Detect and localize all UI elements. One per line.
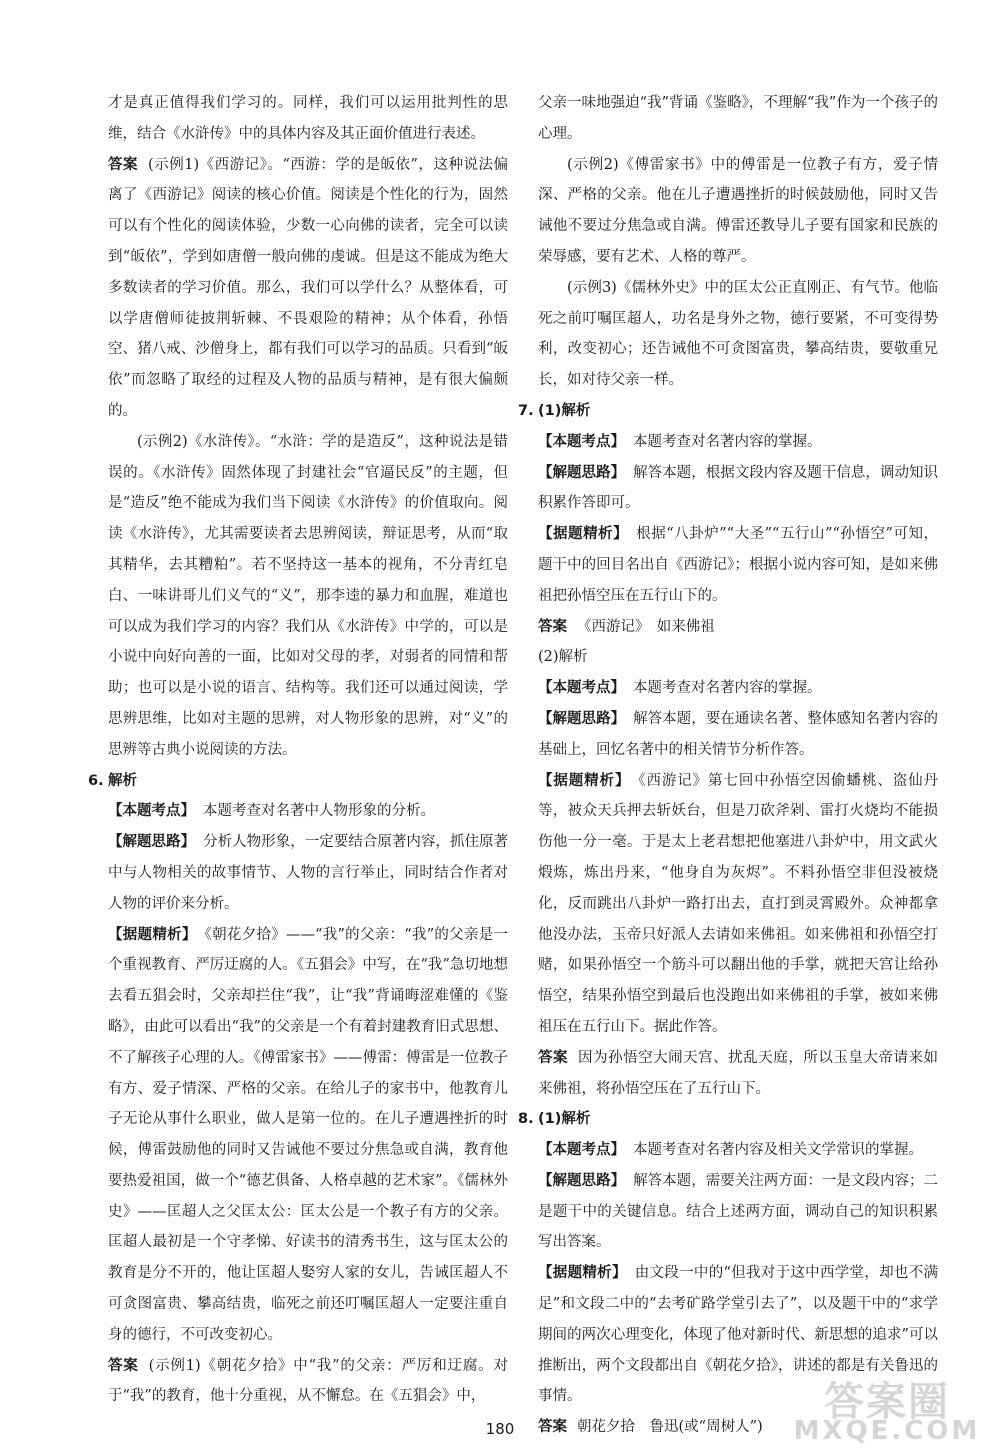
body-paragraph: 父亲一味地强迫“我”背诵《鉴略》，不理解“我”作为一个孩子的心理。: [538, 95, 938, 142]
right-column: [518, 88, 939, 1443]
paragraph-text: 《西游记》 如来佛祖: [577, 618, 715, 635]
watermark-logo: [782, 1368, 992, 1448]
answer-paragraph: [108, 150, 508, 427]
answer-label: 答案: [108, 156, 139, 173]
question-number: 8.: [518, 1111, 534, 1128]
sub-question-heading: (2)解析: [538, 649, 588, 666]
section-tag: 【解题思路】: [538, 1172, 626, 1189]
section-tag: 【本题考点】: [538, 680, 625, 697]
question-number: 7.: [518, 402, 534, 419]
body-paragraph: 才是真正值得我们学习的。同样，我们可以运用批判性的思维，结合《水浒传》中的具体内容及其正面价值进行表述。: [108, 95, 508, 142]
paragraph-text: 解答本题，需要关注两方面：一是文段内容；二是题干中的关键信息。结合上述两方面，调动自己的知识积累写出答案。: [538, 1172, 939, 1251]
analysis-paragraph: [538, 1135, 938, 1166]
paragraph-text: 本题考查对名著中人物形象的分析。: [203, 803, 435, 820]
body-paragraph: (示例2)《傅雷家书》中的傅雷是一位教子有方，爱子情深、严格的父亲。他在儿子遭遇挫折的时候鼓励他，同时又告诫他不要过分焦急或自满。傅雷还教导儿子要有国家和民族的荣辱感，要有艺术、人格的尊严。: [538, 156, 938, 265]
section-tag: 【解题思路】: [108, 834, 196, 851]
analysis-paragraph: [538, 519, 938, 611]
question-heading: [518, 1104, 938, 1135]
analysis-paragraph: [538, 766, 938, 1043]
paragraph-text: 朝花夕拾 鲁迅(或“周树人”): [577, 1419, 763, 1436]
analysis-paragraph: [108, 920, 508, 1351]
section-tag: 【解题思路】: [538, 464, 626, 481]
paragraph-text: 本题考查对名著内容的掌握。: [633, 433, 822, 450]
question-heading-text: 解析: [108, 772, 137, 789]
body-paragraph: (示例2)《水浒传》。“水浒：学的是造反”，这种说法是错误的。《水浒传》固然体现了封建社会“官逼民反”的主题，但是“造反”绝不能成为我们当下阅读《水浒传》的价值取向。阅读《水浒传》，尤其需要读者去思辨阅读，辩证思考，从而“取其精华，去其糟粕”。若不坚持这一基本的视角，不分青红皂白、一味讲哥儿们义气的“义”，那李逵的暴力和血腥，难道也可以成为我们学习的内容？我们从《水浒传》中学的，可以是小说中向好向善的一面，比如对父母的孝，对弱者的同情和帮助；也可以是小说的语言、结构等。我们还可以通过阅读，学思辨思维，比如对主题的思辨，对人物形象的思辨，对“义”的思辨等古典小说阅读的方法。: [108, 433, 508, 758]
answer-label: 答案: [538, 618, 567, 635]
paragraph-text: 本题考查对名著内容的掌握。: [633, 680, 822, 697]
answer-paragraph: [108, 1351, 508, 1413]
analysis-paragraph: [108, 796, 508, 827]
paragraph-text: 由文段一中的“但我对于这中西学堂，却也不满足”和文段二中的“去考矿路学堂引去了”，以及题干中的“求学期间的两次心理变化，体现了他对新时代、新思想的追求”可以推断出，两个文段都出自《朝花夕拾》，讲述的都是有关鲁迅的事情。: [538, 1265, 938, 1405]
section-tag: 【据题精析】: [538, 526, 629, 543]
question-number: 6.: [88, 772, 104, 789]
analysis-paragraph: [538, 427, 938, 458]
analysis-paragraph: [538, 704, 938, 766]
answer-paragraph: [538, 612, 938, 643]
section-tag: 【本题考点】: [538, 1142, 625, 1159]
section-tag: 【据题精析】: [538, 772, 631, 789]
section-tag: 【据题精析】: [538, 1265, 627, 1282]
section-tag: 【本题考点】: [108, 803, 195, 820]
section-tag: 【据题精析】: [108, 926, 197, 943]
paragraph-text: 分析人物形象，一定要结合原著内容，抓住原著中与人物相关的故事情节、人物的言行举止，同时结合作者对人物的评价来分析。: [108, 834, 509, 912]
left-column: [88, 88, 509, 1412]
question-heading-text: (1)解析: [538, 402, 591, 419]
analysis-paragraph: [538, 1166, 938, 1258]
paragraph-text: 解答本题，要在通读名著、整体感知名著内容的基础上，回忆名著中的相关情节分析作答。: [538, 710, 939, 758]
section-tag: 【解题思路】: [538, 710, 626, 727]
watermark-url: MXQE.COM: [793, 1416, 981, 1446]
body-paragraph: (示例3)《儒林外史》中的匡太公正直刚正、有气节。他临死之前叮嘱匡超人，功名是身外之物，德行要紧，不可变得势利，改变初心；还告诫他不可贪图富贵，攀高结贵，要敬重兄长，如对待父亲一样。: [538, 279, 938, 389]
answer-paragraph: [538, 1043, 938, 1105]
paragraph-text: 《朝花夕拾》——“我”的父亲：“我”的父亲是一个重视教育、严厉迂腐的人。《五猖会》中写，在“我”急切地想去看五猖会时，父亲却拦住“我”，让“我”背诵晦涩难懂的《鉴略》，由此可以看出“我”的父亲是一个有着封建教育旧式思想、不了解孩子心理的人。《傅雷家书》——傅雷：傅雷是一位教子有方、爱子情深、严格的父亲。在给儿子的家书中，他教育儿子无论从事什么职业，做人是第一位的。在儿子遭遇挫折的时候，傅雷鼓励他的同时又告诫他不要过分焦急或自满，教育他要热爱祖国，做一个“德艺俱备、人格卓越的艺术家”。《儒林外史》——匡超人之父匡太公：匡太公是一个教子有方的父亲。匡超人最初是一个守孝悌、好读书的清秀书生，这与匡太公的教育是分不开的，他让匡超人娶穷人家的女儿，告诫匡超人不可贪图富贵、攀高结贵，临死之前还叮嘱匡超人一定要注重自身的德行，不可改变初心。: [108, 926, 508, 1343]
paragraph-text: 根据“八卦炉”“大圣”“五行山”“孙悟空”可知，题干中的回目名出自《西游记》；根据小说内容可知，是如来佛祖把孙悟空压在五行山下的。: [538, 526, 939, 604]
answer-label: 答案: [538, 1419, 567, 1436]
watermark-logo-text: 答案圈: [824, 1379, 950, 1425]
paragraph-text: 《西游记》第七回中孙悟空因偷蟠桃、盗仙丹等，被众天兵押去斩妖台，但是刀砍斧剁、雷打火烧均不能损伤他一分一毫。于是太上老君想把他塞进八卦炉中，用文武火煅炼，炼出丹来，“他身自为灰烬”。不料孙悟空非但没被烧化，反而跳出八卦炉一路打出去，直打到灵霄殿外。众神都拿他没办法，玉帝只好派人去请如来佛祖。如来佛祖和孙悟空打赌，如果孙悟空一个筋斗可以翻出他的手掌，就把天宫让给孙悟空，结果孙悟空到最后也没跑出如来佛祖的手掌，被如来佛祖压在五行山下。据此作答。: [538, 772, 939, 1035]
answer-label: 答案: [538, 1049, 569, 1066]
analysis-paragraph: [538, 673, 938, 704]
paragraph-text: 解答本题，根据文段内容及题干信息，调动知识积累作答即可。: [538, 464, 939, 512]
section-tag: 【本题考点】: [538, 433, 625, 450]
question-heading: [518, 396, 938, 427]
question-heading-text: (1)解析: [538, 1111, 591, 1128]
paragraph-text: (示例1)《朝花夕拾》中“我”的父亲：严厉和迂腐。对于“我”的教育，他十分重视，从不懈怠。在《五猖会》中，: [108, 1357, 508, 1405]
question-heading: [88, 766, 508, 797]
analysis-paragraph: [108, 827, 508, 919]
analysis-paragraph: [538, 458, 938, 520]
paragraph-text: 本题考查对名著内容及相关文学常识的掌握。: [633, 1142, 923, 1159]
paragraph-text: 因为孙悟空大闹天宫、扰乱天庭，所以玉皇大帝请来如来佛祖，将孙悟空压在了五行山下。: [538, 1049, 939, 1097]
paragraph-text: (示例1)《西游记》。“西游：学的是皈依”，这种说法偏离了《西游记》阅读的核心价值。阅读是个性化的行为，固然可以有个性化的阅读体验，少数一心向佛的读者，完全可以读到“皈依”，学到如唐僧一般向佛的虔诚。但是这不能成为绝大多数读者的学习价值。那么，我们可以学什么？从整体看，可以学唐僧师徒披荆斩棘、不畏艰险的精神；从个体看，孙悟空、猪八戒、沙僧身上，都有我们可以学习的品质。只看到“皈依”而忽略了取经的过程及人物的品质与精神，是有很大偏颇的。: [108, 156, 508, 419]
page-number: 180: [485, 1420, 515, 1438]
answer-label: 答案: [108, 1357, 139, 1374]
